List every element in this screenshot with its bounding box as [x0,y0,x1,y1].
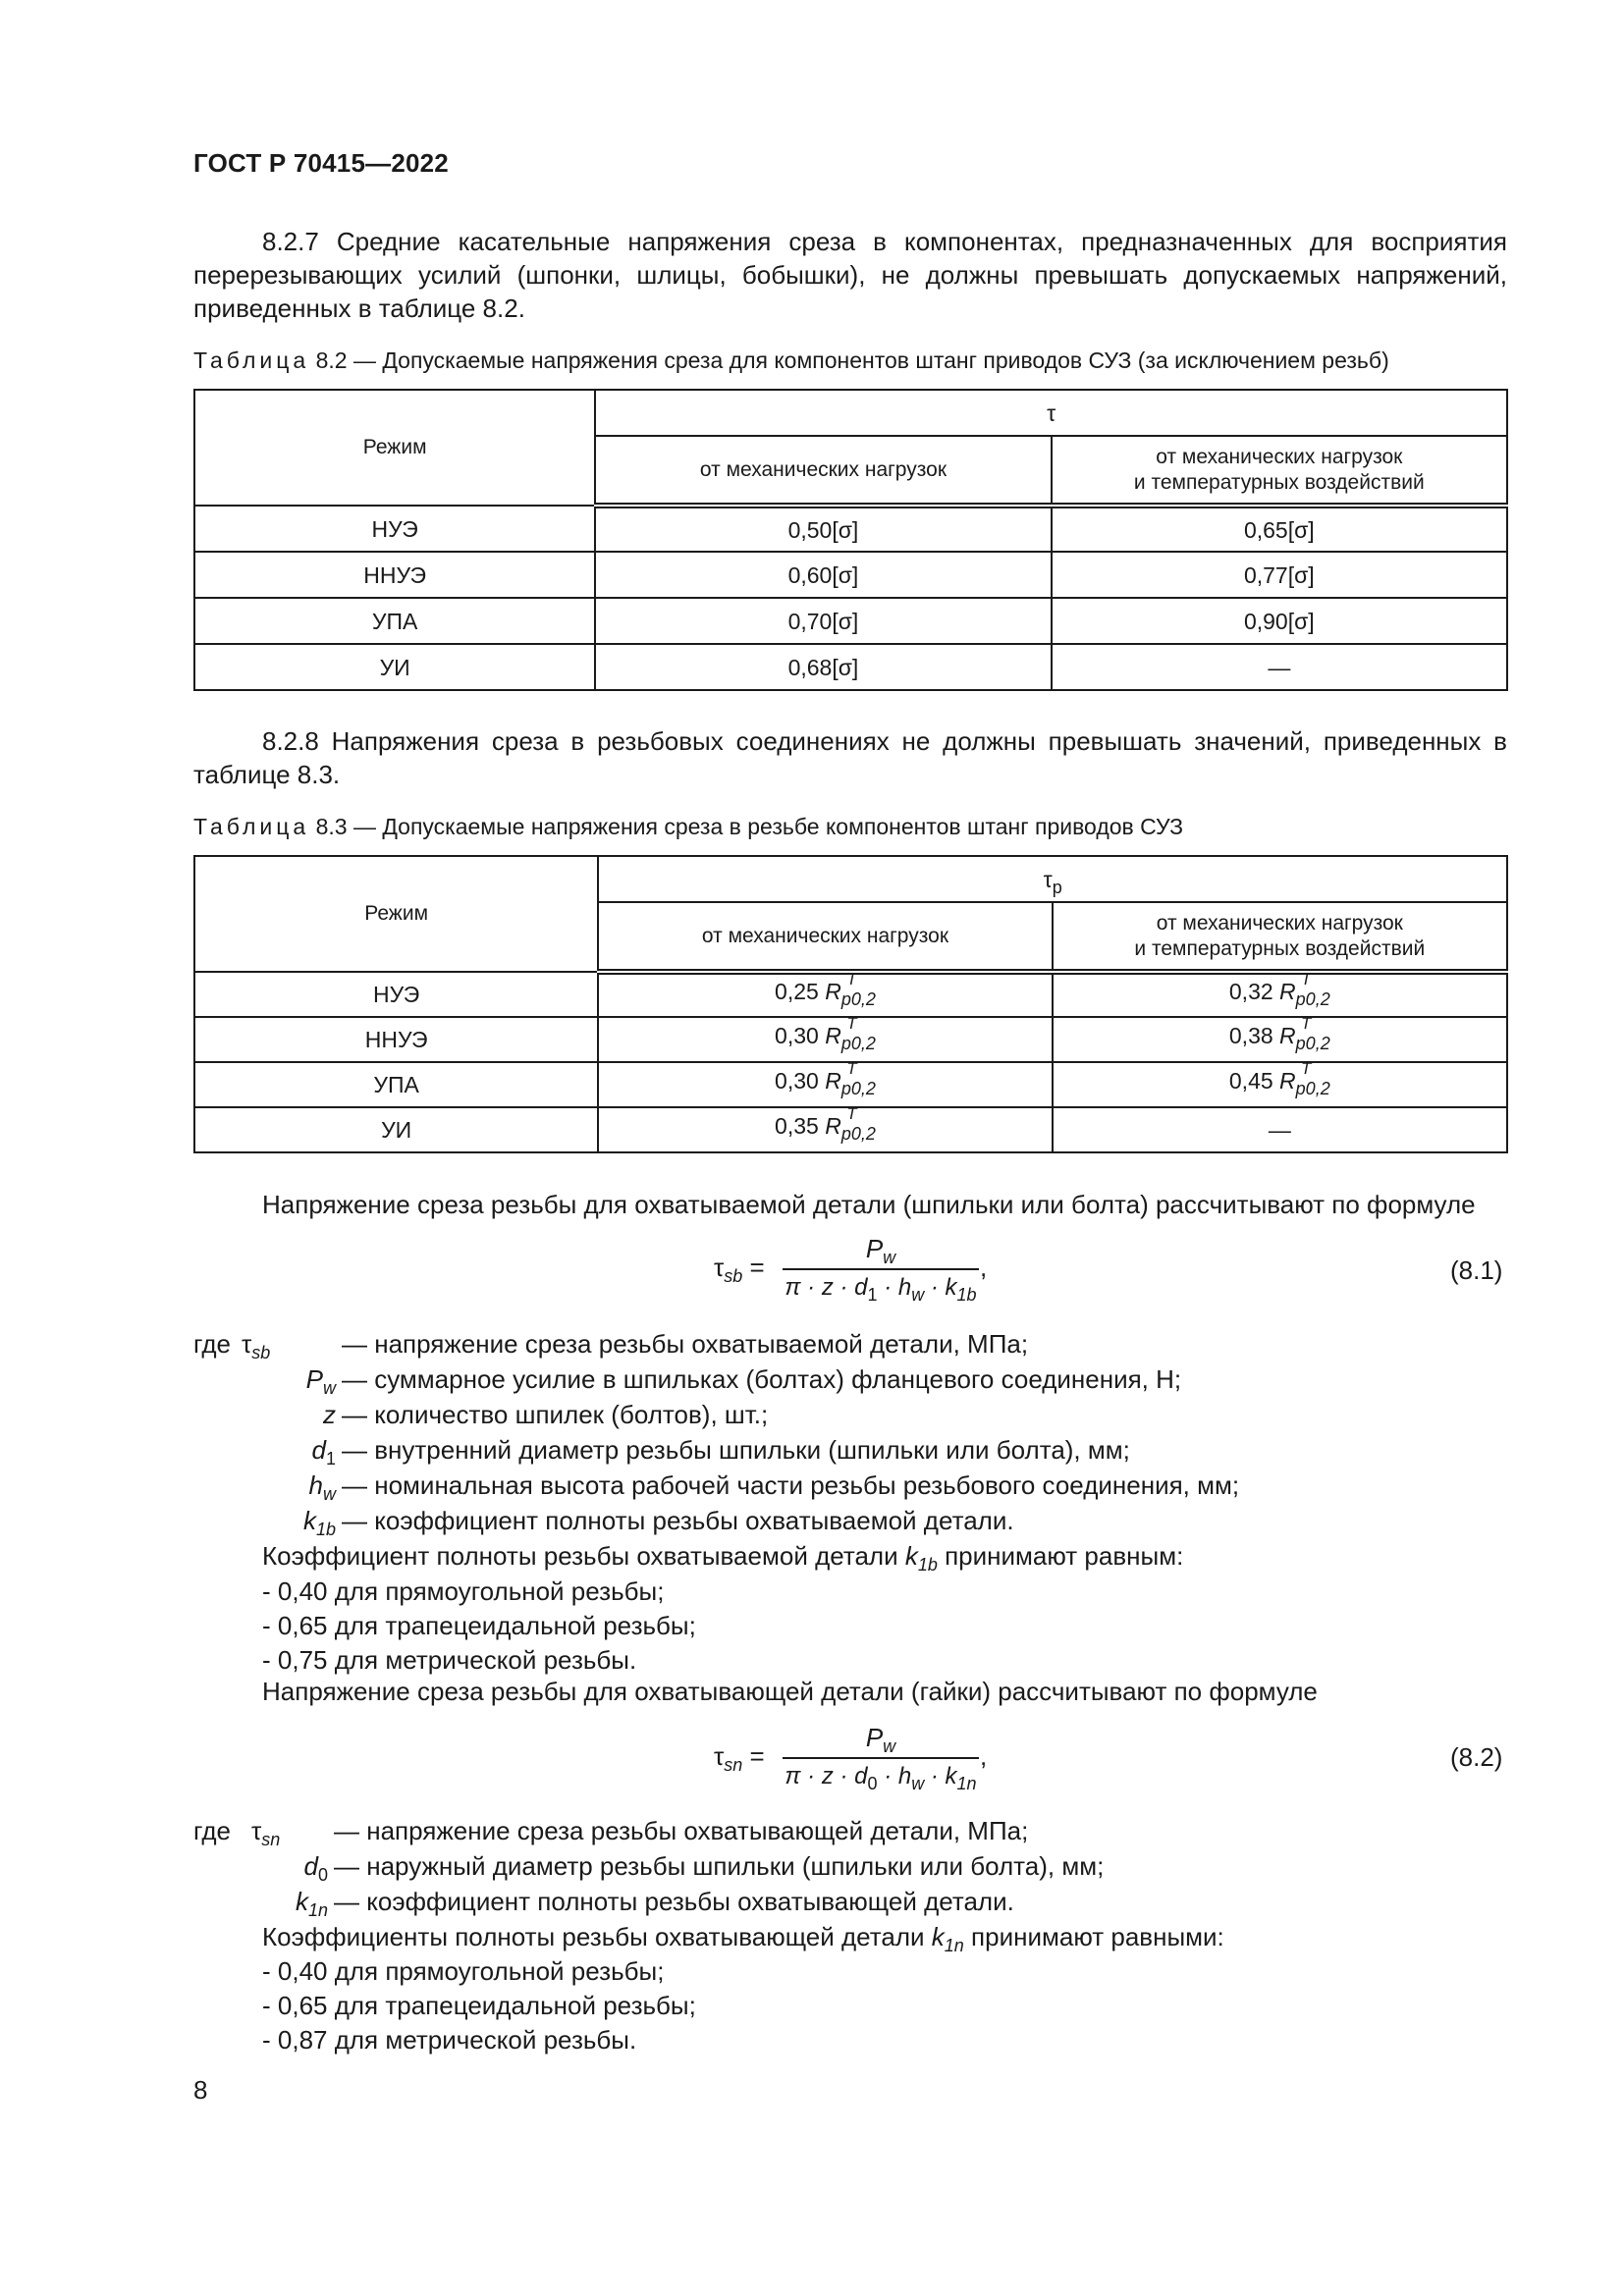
header-temp: от механических нагрузок и температурных воздействий [1053,902,1507,972]
list-item: - 0,65 для трапецеидальной резьбы; [262,1991,696,2020]
where-definition: — количество шпилек (болтов), шт.; [342,1400,769,1429]
table-8-2-caption [193,346,1389,375]
header-mode: Режим [194,856,598,972]
formula-8-1-tail: , [980,1253,988,1282]
where-var: $h_w$ [308,1470,336,1504]
formula-8-1-lhs: $\tau_{sb}$ = [714,1253,765,1286]
page-number: 8 [193,2075,208,2105]
where-definition: — коэффициент полноты резьбы охватывающей детали. [334,1887,1014,1916]
table-8-3-caption [193,812,1183,841]
paragraph-8-2-8: 8.2.8 Напряжения среза в резьбовых соединениях не должны превышать значений, приведенных в таблице 8.3. [193,726,1507,789]
coefficient-2-line: Коэффициенты полноты резьбы охватывающей детали $k_{1n}$ принимают равными: [262,1922,1224,1955]
table-row: УИ 0,68[σ] — [194,644,1507,690]
table-row: НУЭ 0,25 R T $_{p0,2}$ 0,32 R T $_{p0,2}$ [194,972,1507,1017]
table-row: НУЭ 0,50[σ] 0,65[σ] [194,506,1507,552]
table-title: 8.3 — Допускаемые напряжения среза в резьбе компонентов штанг приводов СУЗ [315,814,1184,839]
table-8-2 [193,389,1508,691]
where-definition: — суммарное усилие в шпильках (болтах) фланцевого соединения, Н; [342,1364,1182,1394]
table-row: ННУЭ 0,30 R T $_{p0,2}$ 0,38 R T $_{p0,2}$ [194,1017,1507,1062]
where-var: $\tau_{sn}$ [251,1816,281,1849]
where-definition: — наружный диаметр резьбы шпильки (шпильки или болта), мм; [334,1851,1105,1881]
where-label: где [193,1816,231,1845]
where-var: $d_0$ [303,1851,328,1885]
paragraph-8-2-7: 8.2.7 Средние касательные напряжения среза в компонентах, предназначенных для восприятия перерезывающих усилий (шпонки, шлицы, бобышки), не должны превышать допускаемых напряжений, приведенных в таблице 8.2. [193,227,1507,323]
header-tau: τ [595,390,1507,436]
header-temp: от механических нагрузок и температурных воздействий [1052,436,1507,506]
where-var: $\tau_{sb}$ [242,1329,271,1362]
formula-8-2-fraction: $\frac{P_w}{\pi \cdot z \cdot d_0 \cdot h_w \cdot k_{1n}}$ [783,1723,979,1790]
formula-8-1-fraction: $\frac{P_w}{\pi \cdot z \cdot d_1 \cdot h_w \cdot k_{1b}}$ [783,1234,979,1302]
where-var: z [323,1400,336,1429]
where-var: $d_1$ [311,1435,336,1468]
list-item: - 0,87 для метрической резьбы. [262,2025,637,2055]
formula-8-2-tail: , [980,1741,988,1771]
table-8-3 [193,855,1508,1153]
document-header: ГОСТ Р 70415—2022 [193,148,449,178]
table-row: УПА 0,30 R T $_{p0,2}$ 0,45 R T $_{p0,2}$ [194,1062,1507,1107]
where-var: $P_w$ [305,1364,336,1398]
where-var: $k_{1b}$ [302,1506,336,1539]
header-tau-p: $\tau_р$ [598,856,1507,902]
table-row: УПА 0,70[σ] 0,90[σ] [194,598,1507,644]
formula-8-1-number: (8.1) [1450,1255,1503,1285]
table-label: Таблица [193,814,310,839]
formula-2-intro: Напряжение среза резьбы для охватывающей детали (гайки) рассчитывают по формуле [262,1677,1318,1706]
where-definition: — напряжение среза резьбы охватываемой детали, МПа; [342,1329,1029,1359]
table-row: УИ 0,35 R T $_{p0,2}$ — [194,1107,1507,1152]
formula-8-2-number: (8.2) [1450,1742,1503,1772]
list-item: - 0,40 для прямоугольной резьбы; [262,1956,665,1986]
table-row: ННУЭ 0,60[σ] 0,77[σ] [194,552,1507,598]
header-mech: от механических нагрузок [595,436,1051,506]
where-definition: — коэффициент полноты резьбы охватываемой детали. [342,1506,1014,1535]
header-mech: от механических нагрузок [598,902,1052,972]
list-item: - 0,75 для метрической резьбы. [262,1645,637,1675]
where-var: $k_{1n}$ [295,1887,328,1920]
table-title: 8.2 — Допускаемые напряжения среза для компонентов штанг приводов СУЗ (за исключением резьб) [315,347,1389,373]
list-item: - 0,40 для прямоугольной резьбы; [262,1576,665,1606]
formula-8-2-lhs: $\tau_{sn}$ = [714,1741,765,1775]
formula-1-intro: Напряжение среза резьбы для охватываемой детали (шпильки или болта) рассчитывают по формуле [262,1190,1476,1219]
table-label: Таблица [193,347,310,373]
header-mode: Режим [194,390,595,506]
where-label: где [193,1329,231,1359]
coefficient-1-line: Коэффициент полноты резьбы охватываемой детали $k_{1b}$ принимают равным: [262,1541,1184,1575]
where-definition: — внутренний диаметр резьбы шпильки (шпильки или болта), мм; [342,1435,1130,1465]
where-definition: — напряжение среза резьбы охватывающей детали, МПа; [334,1816,1029,1845]
where-definition: — номинальная высота рабочей части резьбы резьбового соединения, мм; [342,1470,1240,1500]
list-item: - 0,65 для трапецеидальной резьбы; [262,1611,696,1640]
